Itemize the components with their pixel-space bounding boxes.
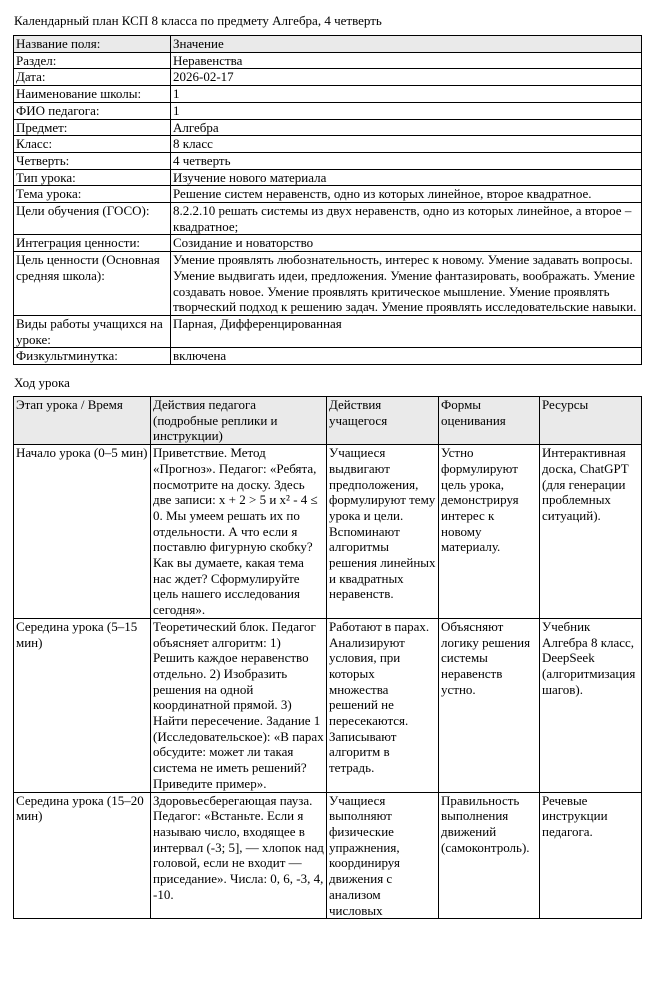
field-value-cell: Решение систем неравенств, одно из которых линейное, второе квадратное. xyxy=(171,186,642,203)
info-row xyxy=(14,52,642,69)
resources-cell: Учебник Алгебра 8 класс, DeepSeek (алгоритмизация шагов). xyxy=(540,618,642,792)
info-row xyxy=(14,252,642,316)
field-value-cell: 1 xyxy=(171,86,642,103)
resources-cell: Речевые инструкции педагога. xyxy=(540,792,642,919)
field-name-cell: Виды работы учащихся на уроке: xyxy=(14,315,171,347)
lesson-row xyxy=(14,445,642,619)
info-header-row xyxy=(14,36,642,53)
lesson-header-row xyxy=(14,397,642,445)
info-table xyxy=(13,35,642,365)
field-value-cell: 4 четверть xyxy=(171,152,642,169)
field-value-cell: Умение проявлять любознательность, интерес к новому. Умение задавать вопросы. Умение выдвигать идеи, предложения. Умение фантазировать, воображать. Умение создавать новое. Умение проявлять критическое мышление. Умение проявлять творческий подход к решению задач. Умение проявлять исследовательские навыки. xyxy=(171,252,642,316)
lesson-row xyxy=(14,792,642,919)
info-row xyxy=(14,169,642,186)
field-name-cell: ФИО педагога: xyxy=(14,102,171,119)
field-value-cell: 1 xyxy=(171,102,642,119)
stage-cell: Середина урока (15–20 мин) xyxy=(14,792,151,919)
field-value-cell: Созидание и новаторство xyxy=(171,235,642,252)
column-header: Этап урока / Время xyxy=(14,397,151,445)
lesson-row xyxy=(14,618,642,792)
info-row xyxy=(14,348,642,365)
assessment-cell: Устно формулируют цель урока, демонстрируя интерес к новому материалу. xyxy=(439,445,540,619)
field-name-cell: Физкультминутка: xyxy=(14,348,171,365)
field-name-cell: Интеграция ценности: xyxy=(14,235,171,252)
info-row xyxy=(14,235,642,252)
info-row xyxy=(14,119,642,136)
field-name-cell: Тип урока: xyxy=(14,169,171,186)
info-row xyxy=(14,152,642,169)
field-name-cell: Предмет: xyxy=(14,119,171,136)
field-value-cell: включена xyxy=(171,348,642,365)
field-name-cell: Цель ценности (Основная средняя школа): xyxy=(14,252,171,316)
field-name-cell: Дата: xyxy=(14,69,171,86)
field-name-cell: Наименование школы: xyxy=(14,86,171,103)
teacher-actions-cell: Приветствие. Метод «Прогноз». Педагог: «Ребята, посмотрите на доску. Здесь две записи: x + 2 > 5 и x² - 4 ≤ 0. Мы умеем решать их по отдельности. А что если я поставлю фигурную скобку? Как вы думаете, какая тема нас ждет? Сформулируйте цель нашего исследования сегодня». xyxy=(151,445,327,619)
info-row xyxy=(14,102,642,119)
field-value-cell: Неравенства xyxy=(171,52,642,69)
column-header: Ресурсы xyxy=(540,397,642,445)
column-header: Действия учащегося xyxy=(327,397,439,445)
field-name-cell: Класс: xyxy=(14,136,171,153)
field-value-cell: Алгебра xyxy=(171,119,642,136)
page-title: Календарный план КСП 8 класса по предмету Алгебра, 4 четверть xyxy=(14,13,382,28)
teacher-actions-cell: Теоретический блок. Педагог объясняет алгоритм: 1) Решить каждое неравенство отдельно. 2) Изобразить решения на одной координатной прямой. 3) Найти пересечение. Задание 1 (Исследовательское): «В парах обсудите: может ли такая система не иметь решений? Приведите пример». xyxy=(151,618,327,792)
field-value-cell: 8.2.2.10 решать системы из двух неравенств, одно из которых линейное, а второе – квадратное; xyxy=(171,203,642,235)
assessment-cell: Правильность выполнения движений (самоконтроль). xyxy=(439,792,540,919)
assessment-cell: Объясняют логику решения системы неравенств устно. xyxy=(439,618,540,792)
field-value-cell: Изучение нового материала xyxy=(171,169,642,186)
field-name-cell: Тема урока: xyxy=(14,186,171,203)
field-value-cell: 2026-02-17 xyxy=(171,69,642,86)
info-row xyxy=(14,186,642,203)
field-value-cell: Парная, Дифференцированная xyxy=(171,315,642,347)
student-actions-cell: Учащиеся выдвигают предположения, формулируют тему урока и цели. Вспоминают алгоритмы решения линейных и квадратных неравенств. xyxy=(327,445,439,619)
column-header: Действия педагога (подробные реплики и инструкции) xyxy=(151,397,327,445)
info-row xyxy=(14,315,642,347)
lesson-progress-heading: Ход урока xyxy=(14,375,70,390)
field-value-cell: Значение xyxy=(171,36,642,53)
field-name-cell: Цели обучения (ГОСО): xyxy=(14,203,171,235)
info-row xyxy=(14,86,642,103)
teacher-actions-cell: Здоровьесберегающая пауза. Педагог: «Встаньте. Если я называю число, входящее в интервал (-3; 5], — хлопок над головой, если не входит — приседание». Числа: 0, 6, -3, 4, -10. xyxy=(151,792,327,919)
info-row xyxy=(14,203,642,235)
info-row xyxy=(14,136,642,153)
column-header: Формы оценивания xyxy=(439,397,540,445)
stage-cell: Начало урока (0–5 мин) xyxy=(14,445,151,619)
info-row xyxy=(14,69,642,86)
student-actions-cell: Учащиеся выполняют физические упражнения, координируя движения с анализом числовых xyxy=(327,792,439,919)
lesson-table xyxy=(13,396,642,919)
field-name-cell: Четверть: xyxy=(14,152,171,169)
field-value-cell: 8 класс xyxy=(171,136,642,153)
stage-cell: Середина урока (5–15 мин) xyxy=(14,618,151,792)
resources-cell: Интерактивная доска, ChatGPT (для генерации проблемных ситуаций). xyxy=(540,445,642,619)
field-name-cell: Раздел: xyxy=(14,52,171,69)
student-actions-cell: Работают в парах. Анализируют условия, при которых множества решений не пересекаются. Записывают алгоритм в тетрадь. xyxy=(327,618,439,792)
field-name-cell: Название поля: xyxy=(14,36,171,53)
